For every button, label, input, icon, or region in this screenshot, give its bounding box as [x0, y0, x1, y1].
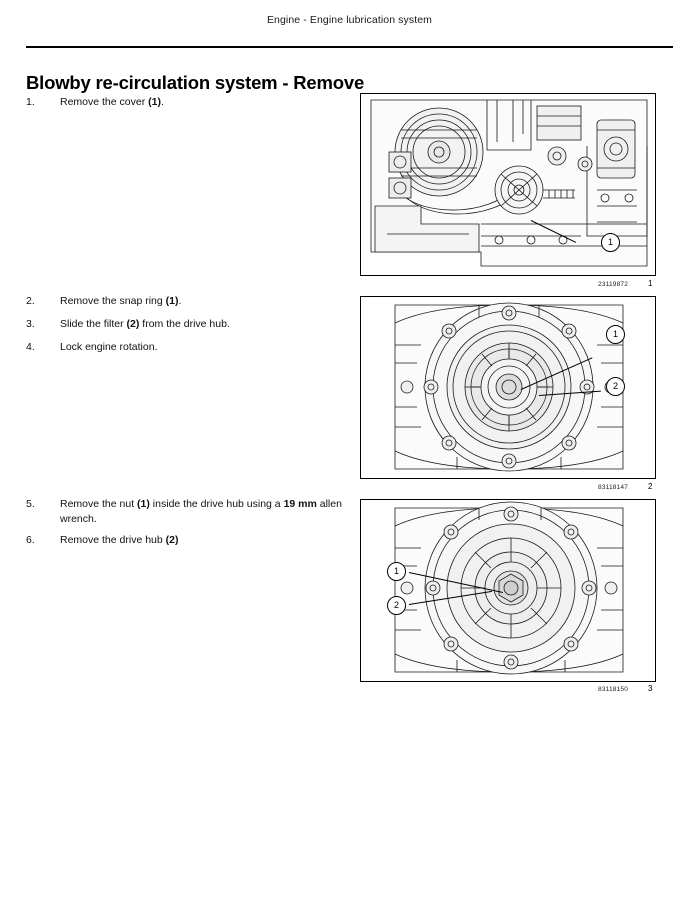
- figure-number: 3: [648, 684, 653, 693]
- step-text: Remove the snap ring (1).: [60, 295, 182, 307]
- callout-1: 1: [601, 233, 620, 252]
- figure-drive-hub-nut: [360, 499, 656, 682]
- step-text: Remove the drive hub (2): [60, 534, 179, 546]
- figure-number: 2: [648, 482, 653, 491]
- step-number: 3.: [26, 318, 35, 330]
- step-number: 4.: [26, 341, 35, 353]
- figure-snap-ring-filter: [360, 296, 656, 479]
- drive-hub-illustration: [361, 500, 655, 681]
- callout-2: 2: [387, 596, 406, 615]
- step-number: 6.: [26, 534, 35, 546]
- step-text: Remove the cover (1).: [60, 96, 164, 108]
- step-text: Remove the nut (1) inside the drive hub using a 19 mm allen wrench.: [60, 498, 342, 525]
- callout-2: 2: [606, 377, 625, 396]
- figure-caption: 83118150: [598, 686, 629, 693]
- page-header: Engine - Engine lubrication system: [266, 14, 433, 26]
- callout-1: 1: [387, 562, 406, 581]
- callout-1: 1: [606, 325, 625, 344]
- figure-caption: 83118147: [598, 484, 629, 491]
- step-number: 5.: [26, 498, 35, 510]
- page-title: Blowby re-circulation system - Remove: [26, 72, 365, 94]
- step-number: 1.: [26, 96, 35, 108]
- figure-caption: 23119872: [598, 281, 629, 288]
- step-text: Lock engine rotation.: [60, 341, 158, 353]
- figure-engine-cover: [360, 93, 656, 276]
- step-text: Slide the filter (2) from the drive hub.: [60, 318, 230, 330]
- step-number: 2.: [26, 295, 35, 307]
- figure-number: 1: [648, 279, 653, 288]
- header-divider: [26, 46, 673, 48]
